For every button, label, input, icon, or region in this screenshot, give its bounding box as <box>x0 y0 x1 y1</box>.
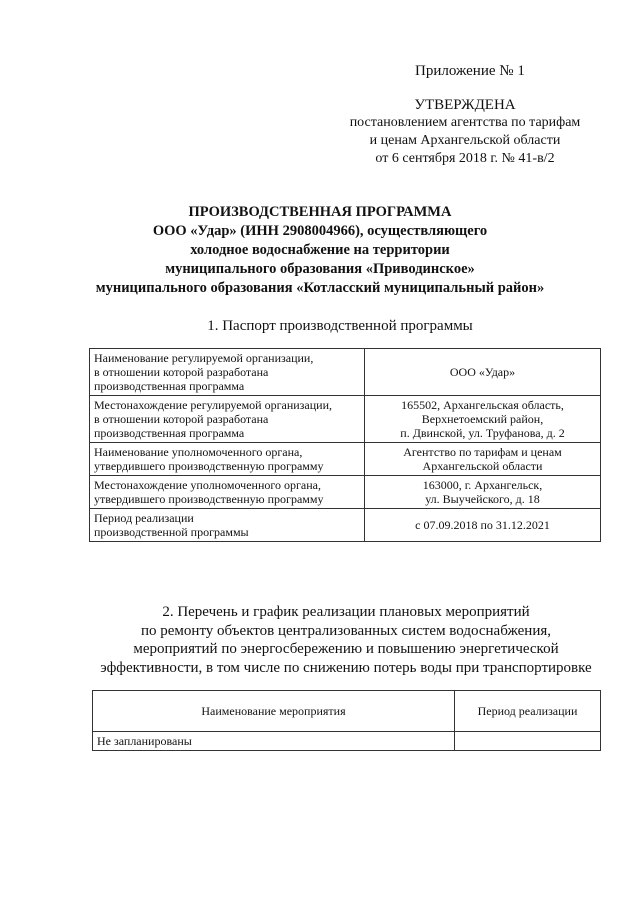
value-line: 163000, г. Архангельск, <box>422 478 543 492</box>
approval-line: постановлением агентства по тарифам <box>349 115 581 130</box>
section2-title-line: эффективности, в том числе по снижению потерь воды при транспортировке <box>100 659 592 676</box>
passport-label <box>90 476 365 509</box>
event-name-cell: Не запланированы <box>93 732 455 751</box>
section2-title-line: 2. Перечень и график реализации плановых мероприятий <box>162 604 530 620</box>
table-row <box>90 443 601 476</box>
event-period-cell <box>455 732 601 751</box>
section2-title-line: по ремонту объектов централизованных систем водоснабжения, <box>140 622 551 639</box>
approval-line: от 6 сентября 2018 г. № 41-в/2 <box>375 151 555 166</box>
label-line: утвердившего производственную программу <box>94 492 324 506</box>
label-line: Наименование регулируемой организации, <box>94 351 314 365</box>
passport-value <box>365 476 601 509</box>
label-line: в отношении которой разработана <box>94 412 269 426</box>
passport-value <box>365 349 601 396</box>
value-line: Архангельской области <box>422 459 543 473</box>
value-line: Агентство по тарифам и ценам <box>403 445 562 459</box>
value-line: п. Двинской, ул. Труфанова, д. 2 <box>400 426 565 440</box>
label-line: утвердившего производственную программу <box>94 459 324 473</box>
table-row <box>90 509 601 542</box>
label-line: производственная программа <box>94 426 245 440</box>
table-row <box>90 476 601 509</box>
label-line: Местонахождение уполномоченного органа, <box>94 478 321 492</box>
passport-table <box>89 348 601 542</box>
value-line: Верхнетоемский район, <box>421 412 544 426</box>
table-row <box>90 396 601 443</box>
column-header-name: Наименование мероприятия <box>93 691 455 732</box>
title-line: муниципального образования «Котласский муниципальный район» <box>95 280 545 296</box>
label-line: Период реализации <box>94 511 194 525</box>
approval-line: и ценам Архангельской области <box>369 133 561 148</box>
passport-label <box>90 443 365 476</box>
passport-value <box>365 396 601 443</box>
events-table <box>92 690 601 751</box>
column-header-period: Период реализации <box>455 691 601 732</box>
table-row <box>93 732 601 751</box>
title-line: муниципального образования «Приводинское» <box>165 261 475 277</box>
title-line: ООО «Удар» (ИНН 2908004966), осуществляющего <box>152 223 488 239</box>
value-line: ул. Выучейского, д. 18 <box>425 492 540 506</box>
passport-label <box>90 509 365 542</box>
title-line: ПРОИЗВОДСТВЕННАЯ ПРОГРАММА <box>188 204 452 220</box>
label-line: Наименование уполномоченного органа, <box>94 445 303 459</box>
label-line: в отношении которой разработана <box>94 365 269 379</box>
approval-block <box>330 96 600 168</box>
value-line: ООО «Удар» <box>449 365 516 379</box>
title-line: холодное водоснабжение на территории <box>190 242 450 258</box>
table-header-row <box>93 691 601 732</box>
value-line: 165502, Архангельская область, <box>401 398 564 412</box>
passport-value <box>365 509 601 542</box>
document-title <box>80 203 560 298</box>
section2-title <box>86 603 606 677</box>
passport-label <box>90 396 365 443</box>
appendix-label: Приложение № 1 <box>415 63 525 79</box>
passport-label <box>90 349 365 396</box>
label-line: производственная программа <box>94 379 245 393</box>
passport-value <box>365 443 601 476</box>
approval-title: УТВЕРЖДЕНА <box>414 97 516 113</box>
label-line: производственной программы <box>94 525 249 539</box>
section1-title: 1. Паспорт производственной программы <box>207 318 473 334</box>
value-line: с 07.09.2018 по 31.12.2021 <box>415 518 550 532</box>
section2-title-line: мероприятий по энергосбережению и повышению энергетической <box>133 641 559 657</box>
label-line: Местонахождение регулируемой организации, <box>94 398 333 412</box>
table-row <box>90 349 601 396</box>
